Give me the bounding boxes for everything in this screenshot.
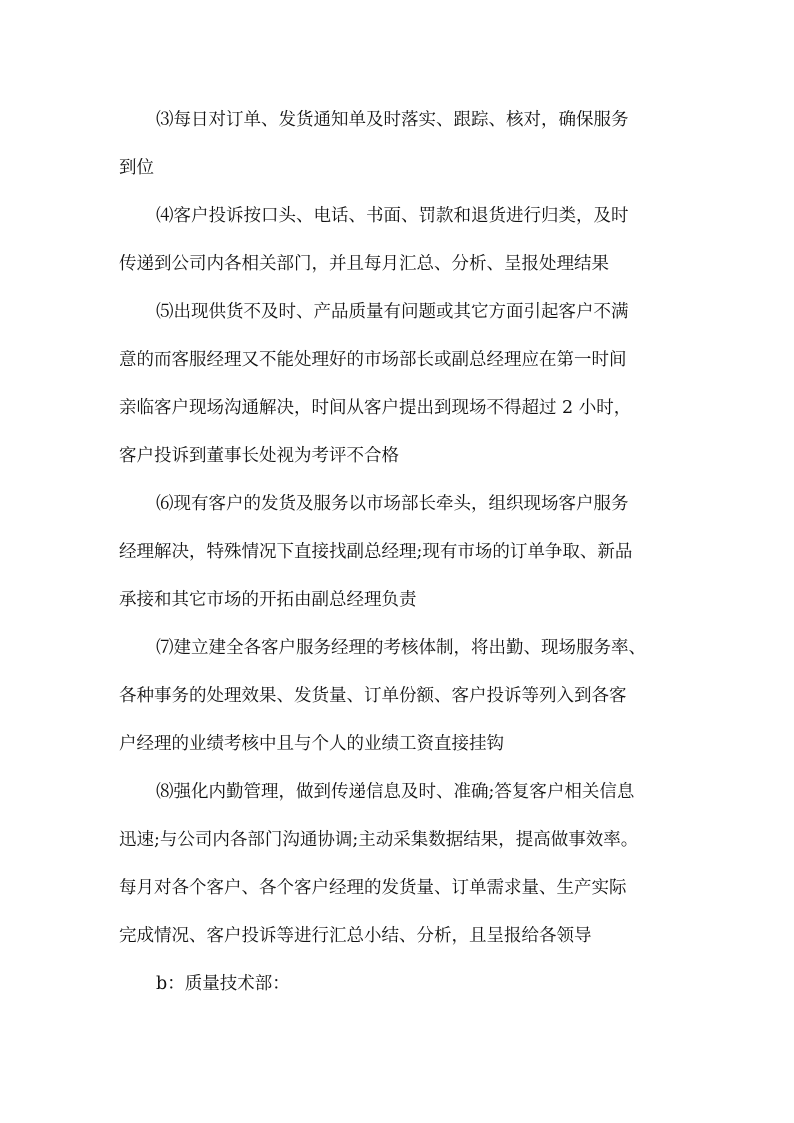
paragraph-6-line-1: ⑹现有客户的发货及服务以市场部长牵头，组织现场客户服务 xyxy=(156,494,629,514)
paragraph-6-line-3: 承接和其它市场的开拓由副总经理负责 xyxy=(119,590,417,610)
section-heading-quality-tech: b：质量技术部： xyxy=(156,974,290,994)
paragraph-4-line-2: 传递到公司内各相关部门，并且每月汇总、分析、呈报处理结果 xyxy=(119,254,609,274)
paragraph-8-line-3: 每月对各个客户、各个客户经理的发货量、订单需求量、生产实际 xyxy=(119,878,627,898)
paragraph-4-line-1: ⑷客户投诉按口头、电话、书面、罚款和退货进行归类，及时 xyxy=(156,206,629,226)
paragraph-5-line-4: 客户投诉到董事长处视为考评不合格 xyxy=(119,446,399,466)
paragraph-7-line-1: ⑺建立建全各客户服务经理的考核体制，将出勤、现场服务率、 xyxy=(156,638,646,658)
paragraph-8-line-4: 完成情况、客户投诉等进行汇总小结、分析，且呈报给各领导 xyxy=(119,926,592,946)
paragraph-3-line-1: ⑶每日对订单、发货通知单及时落实、跟踪、核对，确保服务 xyxy=(156,110,629,130)
paragraph-3-line-2: 到位 xyxy=(119,158,154,178)
paragraph-5-line-1: ⑸出现供货不及时、产品质量有问题或其它方面引起客户不满 xyxy=(156,302,629,322)
paragraph-5-line-3: 亲临客户现场沟通解决，时间从客户提出到现场不得超过 2 小时， xyxy=(119,398,632,418)
paragraph-8-line-1: ⑻强化内勤管理，做到传递信息及时、准确;答复客户相关信息 xyxy=(156,782,635,802)
paragraph-7-line-2: 各种事务的处理效果、发货量、订单份额、客户投诉等列入到各客 xyxy=(119,686,627,706)
paragraph-5-line-2: 意的而客服经理又不能处理好的市场部长或副总经理应在第一时间 xyxy=(119,350,627,370)
paragraph-6-line-2: 经理解决，特殊情况下直接找副总经理;现有市场的订单争取、新品 xyxy=(119,542,633,562)
paragraph-8-line-2: 迅速;与公司内各部门沟通协调;主动采集数据结果，提高做事效率。 xyxy=(119,830,639,850)
paragraph-7-line-3: 户经理的业绩考核中且与个人的业绩工资直接挂钩 xyxy=(119,734,504,754)
